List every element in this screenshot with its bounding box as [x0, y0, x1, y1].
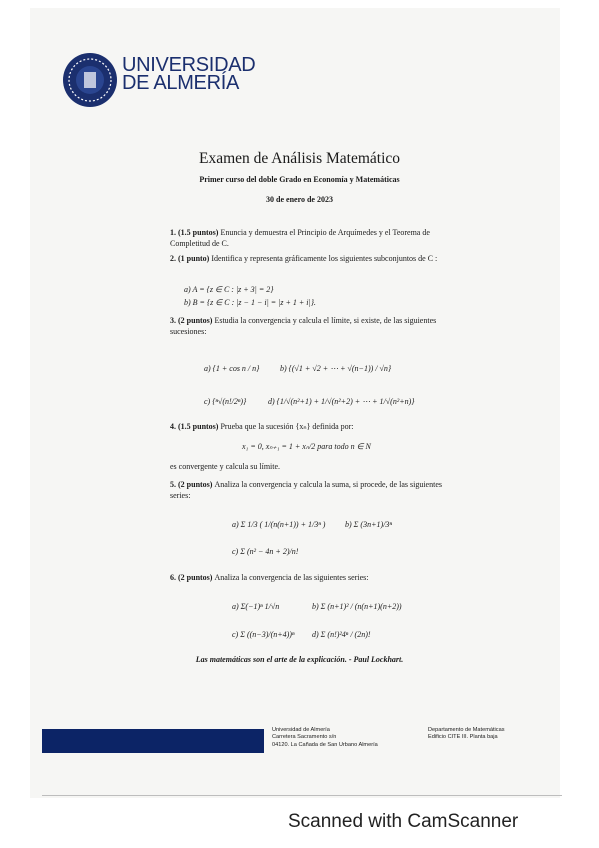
question-2-item-b: b) B = {z ∈ C : |z − 1 − i| = |z + 1 + i|}.	[184, 298, 316, 307]
question-5-item-a: a) Σ 1/3 ( 1/(n(n+1)) + 1/3ⁿ )	[232, 520, 326, 529]
footer-brand-bar	[42, 729, 264, 753]
exam-title: Examen de Análisis Matemático	[198, 150, 400, 167]
question-5-item-b: b) Σ (3n+1)/3ⁿ	[345, 520, 392, 529]
question-3-item-a: a) {1 + cos n / n}	[204, 364, 260, 373]
closing-quote: Las matemáticas son el arte de la explicación. - Paul Lockhart.	[195, 655, 404, 664]
question-6: 6. (2 puntos) Analiza la convergencia de las siguientes series:	[170, 573, 369, 582]
question-3: 3. (2 puntos) Estudia la convergencia y calcula el límite, si existe, de las siguientes sucesiones:	[170, 316, 437, 336]
question-5-item-c: c) Σ (n² − 4n + 2)/n!	[232, 547, 299, 556]
exam-subtitle: Primer curso del doble Grado en Economía y Matemáticas	[199, 175, 400, 184]
question-4-conclusion: es convergente y calcula su límite.	[170, 462, 281, 471]
question-4: 4. (1.5 puntos) Prueba que la sucesión {xₙ} definida por:	[170, 422, 354, 431]
question-6-item-a: a) Σ(−1)ⁿ 1/√n	[232, 602, 280, 611]
scanner-watermark: Scanned with CamScanner	[288, 811, 519, 832]
question-2: 2. (1 punto) Identifica y representa gráficamente los siguientes subconjuntos de C :	[170, 254, 438, 263]
question-1: 1. (1.5 puntos) Enuncia y demuestra el Principio de Arquímedes y el Teorema de Completitud de C.	[170, 228, 430, 248]
question-3-item-c: c) {ⁿ√(n!/2ⁿ)}	[204, 397, 247, 406]
question-6-item-c: c) Σ ((n−3)/(n+4))ⁿ	[232, 630, 295, 639]
question-3-item-d: d) {1/√(n²+1) + 1/√(n²+2) + ⋯ + 1/√(n²+n)}	[268, 397, 415, 406]
university-name: UNIVERSIDAD DE ALMERÍA	[122, 54, 256, 94]
question-3-item-b: b) {(√1 + √2 + ⋯ + √(n−1)) / √n}	[280, 364, 392, 373]
page-bottom-divider	[42, 795, 562, 796]
question-6-item-d: d) Σ (n!)²4ⁿ / (2n)!	[312, 630, 371, 639]
question-6-item-b: b) Σ (n+1)² / (n(n+1)(n+2))	[312, 602, 402, 611]
footer-department: Departamento de Matemáticas Edificio CITE III. Planta baja	[428, 727, 505, 741]
footer-address: Universidad de Almería Carretera Sacramento s/n 04120. La Cañada de San Urbano Almería	[272, 727, 378, 748]
university-seal-icon	[62, 52, 118, 108]
question-5: 5. (2 puntos) Analiza la convergencia y calcula la suma, si procede, de las siguientes series:	[170, 480, 442, 500]
question-2-item-a: a) A = {z ∈ C : |z + 3| = 2}	[184, 285, 274, 294]
exam-date: 30 de enero de 2023	[266, 195, 333, 204]
question-4-formula: x₁ = 0, xₙ₊₁ = 1 + xₙ/2 para todo n ∈ N	[242, 442, 371, 451]
